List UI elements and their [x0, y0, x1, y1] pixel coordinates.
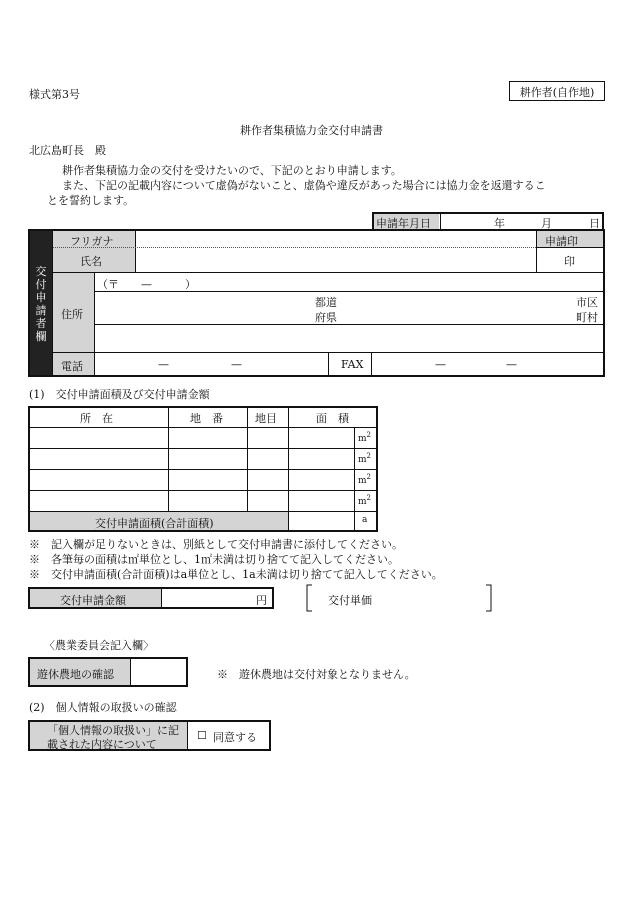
amount-field[interactable]: [163, 589, 253, 607]
amount-unit: 円: [256, 594, 267, 607]
seal-mark[interactable]: 印: [564, 255, 575, 268]
furigana-label: フリガナ: [70, 235, 114, 248]
page-title: 耕作者集積協力金交付申請書: [240, 124, 383, 137]
intro-line-2: また、下記の記載内容について虚偽がないこと、虚偽や違反があった場合には協力金を返還するこ: [62, 179, 546, 192]
seal-header: 申請印: [545, 235, 578, 248]
section2-heading: (2) 個人情報の取扱いの確認: [29, 701, 177, 714]
fax-dash-2[interactable]: —: [506, 358, 517, 371]
prefecture-suffix-top: 都道: [315, 296, 337, 309]
idle-land-note: ※ 遊休農地は交付対象となりません。: [217, 668, 416, 681]
consent-label: 同意する: [213, 731, 257, 744]
idle-land-label: 遊休農地の確認: [37, 668, 114, 681]
form-number: 様式第3号: [29, 88, 80, 101]
intro-line-3: とを誓約します。: [47, 194, 135, 207]
committee-heading: 〈農業委員会記入欄〉: [44, 639, 154, 652]
city-suffix-bottom: 町村: [576, 311, 598, 324]
unit-price-label: 交付単価: [328, 594, 372, 607]
unit-m2-row4: $m^2$: [358, 494, 372, 507]
col-land-type: 地目: [255, 412, 277, 425]
phone-label: 電話: [61, 360, 83, 373]
city-suffix-top: 市区: [576, 296, 598, 309]
note-3: ※ 交付申請面積(合計面積)はa単位とし、1a未満は切り捨てて記入してください。: [29, 568, 443, 581]
unit-m2-row3: $m^2$: [358, 473, 372, 486]
unit-m2-row2: $m^2$: [358, 452, 372, 465]
note-2: ※ 各筆毎の面積は㎡単位とし、1㎡未満は切り捨てて記入してください。: [29, 553, 399, 566]
amount-label: 交付申請金額: [60, 594, 126, 607]
intro-line-1: 耕作者集積協力金の交付を受けたいので、下記のとおり申請します。: [62, 164, 402, 177]
unit-m2-row1: $m^2$: [358, 431, 372, 444]
applicant-side-label: 交 付 申 請 者 欄: [35, 265, 47, 343]
col-location: 所 在: [80, 412, 113, 425]
privacy-label-line1: 「個人情報の取扱い」に記: [47, 724, 179, 737]
address-label: 住所: [61, 308, 83, 321]
application-date-label: 申請年月日: [376, 217, 431, 230]
consent-checkbox[interactable]: ☐: [197, 729, 207, 742]
category-box: [509, 81, 605, 101]
phone-dash-2[interactable]: —: [231, 358, 242, 371]
name-label: 氏名: [80, 255, 102, 268]
addressee: 北広島町長 殿: [29, 144, 106, 157]
name-field[interactable]: [137, 250, 535, 270]
section1-heading: (1) 交付申請面積及び交付申請金額: [29, 388, 210, 401]
total-area-unit: a: [362, 515, 368, 525]
col-area: 面 積: [316, 412, 349, 425]
prefecture-suffix-bottom: 府県: [315, 311, 337, 324]
fax-label: FAX: [341, 358, 364, 371]
date-day[interactable]: 日: [589, 217, 600, 230]
date-month[interactable]: 月: [541, 217, 552, 230]
furigana-field[interactable]: [137, 233, 535, 246]
address-line-field[interactable]: [96, 326, 601, 350]
category-label: 耕作者(自作地): [519, 86, 595, 99]
fax-dash-1[interactable]: —: [435, 358, 446, 371]
note-1: ※ 記入欄が足りないときは、別紙として交付申請書に添付してください。: [29, 538, 403, 551]
col-lot-number: 地 番: [190, 412, 223, 425]
date-year[interactable]: 年: [494, 217, 505, 230]
idle-land-field[interactable]: [132, 659, 186, 685]
postal-code[interactable]: （〒 — ）: [97, 278, 196, 291]
total-area-label: 交付申請面積(合計面積): [95, 517, 214, 530]
phone-dash-1[interactable]: —: [158, 358, 169, 371]
privacy-label-line2: 載された内容について: [47, 738, 157, 751]
